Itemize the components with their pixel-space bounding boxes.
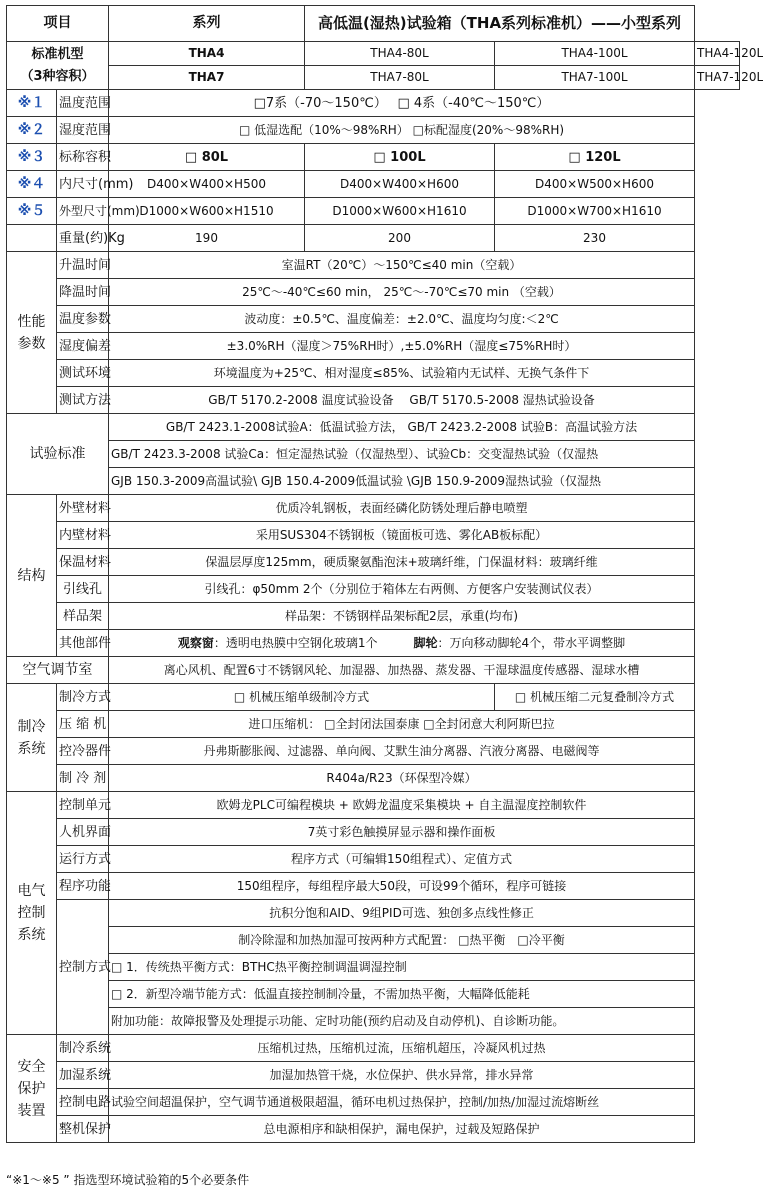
control-row <box>7 900 740 927</box>
performance-value: GB/T 5170.2-2008 温度试验设备 GB/T 5170.5-2008 湿热试验设备 <box>109 387 695 414</box>
refrigeration-value: 进口压缩机： □全封闭法国泰康 □全封闭意大利阿斯巴拉 <box>109 711 695 738</box>
performance-value: 室温RT（20℃）～150℃≤40 min（空载） <box>109 252 695 279</box>
control-label: 控制方式 <box>57 900 109 1035</box>
condition-row <box>7 144 740 171</box>
performance-label: 测试方法 <box>57 387 109 414</box>
standard-value: GJB 150.3-2009高温试验\ GJB 150.4-2009低温试验 \GJB 150.9-2009湿热试验（仅湿热 <box>109 468 695 495</box>
structure-row <box>7 522 740 549</box>
inner-size-cell: D400×W400×H500 <box>109 171 305 198</box>
refrigeration-row <box>7 738 740 765</box>
safety-label: 整机保护 <box>57 1116 109 1143</box>
condition-mark: ※４ <box>7 171 57 198</box>
condition-label: 温度范围 <box>57 90 109 117</box>
condition-mark: ※３ <box>7 144 57 171</box>
safety-row <box>7 1062 740 1089</box>
standards-label: 试验标准 <box>7 414 109 495</box>
safety-label: 控制电路 <box>57 1089 109 1116</box>
header-title: 高低温(湿热)试验箱（THA系列标准机）——小型系列 <box>305 6 695 42</box>
condition-row <box>7 117 740 144</box>
control-row <box>7 1008 740 1035</box>
standard-row <box>7 414 740 441</box>
refrigeration-value: 丹弗斯膨胀阀、过滤器、单向阀、艾默生油分离器、汽液分离器、电磁阀等 <box>109 738 695 765</box>
standard-value: GB/T 2423.1-2008试验A：低温试验方法， GB/T 2423.2-2008 试验B：高温试验方法 <box>109 414 695 441</box>
air-value: 离心风机、配置6寸不锈钢风轮、加湿器、加热器、蒸发器、干湿球温度传感器、湿球水槽 <box>109 657 695 684</box>
electrical-value: 7英寸彩色触摸屏显示器和操作面板 <box>109 819 695 846</box>
control-line: 附加功能：故障报警及处理提示功能、定时功能(预约启动及自动停机)、自诊断功能。 <box>109 1008 695 1035</box>
performance-value: 波动度：±0.5℃、温度偏差：±2.0℃、温度均匀度:＜2℃ <box>109 306 695 333</box>
model-cell: THA7-120L <box>695 66 740 90</box>
weight-cell: 230 <box>495 225 695 252</box>
structure-value: 优质冷轧钢板，表面经磷化防锈处理后静电喷塑 <box>109 495 695 522</box>
model-cell: THA7-100L <box>495 66 695 90</box>
performance-label: 湿度偏差 <box>57 333 109 360</box>
window-value: ：透明电热膜中空钢化玻璃1个 <box>213 635 378 650</box>
refrigeration-row <box>7 711 740 738</box>
volume-cell: □ 80L <box>109 144 305 171</box>
refrigeration-label: 控冷器件 <box>57 738 109 765</box>
inner-size-cell: D400×W400×H600 <box>305 171 495 198</box>
weight-row <box>7 225 740 252</box>
structure-row <box>7 603 740 630</box>
control-line: 抗积分饱和AID、9组PID可选、独创多点线性修正 <box>109 900 695 927</box>
performance-value: 环境温度为+25℃、相对湿度≤85%、试验箱内无试样、无换气条件下 <box>109 360 695 387</box>
standard-row <box>7 441 740 468</box>
header-row <box>7 6 740 42</box>
outer-size-cell: D1000×W600×H1510 <box>109 198 305 225</box>
performance-group: 性能 参数 <box>7 252 57 414</box>
control-line: 制冷除湿和加热加湿可按两种方式配置： □热平衡 □冷平衡 <box>109 927 695 954</box>
refrigeration-option: □ 机械压缩单级制冷方式 <box>109 684 495 711</box>
standard-row <box>7 468 740 495</box>
performance-row <box>7 333 740 360</box>
electrical-value: 欧姆龙PLC可编程模块 + 欧姆龙温度采集模块 + 自主温湿度控制软件 <box>109 792 695 819</box>
structure-label: 样品架 <box>57 603 109 630</box>
air-row <box>7 657 740 684</box>
weight-cell: 190 <box>109 225 305 252</box>
electrical-value: 150组程序，每组程序最大50段，可设99个循环，程序可链接 <box>109 873 695 900</box>
structure-label: 其他部件 <box>57 630 109 657</box>
electrical-row <box>7 873 740 900</box>
model-label: 标准机型 （3种容积） <box>7 42 109 90</box>
condition-row <box>7 198 740 225</box>
structure-label: 内壁材料 <box>57 522 109 549</box>
condition-mark: ※５ <box>7 198 57 225</box>
refrigeration-row <box>7 684 740 711</box>
inner-size-cell: D400×W500×H600 <box>495 171 695 198</box>
structure-value: 采用SUS304不锈钢板（镜面板可选、雾化AB板标配） <box>109 522 695 549</box>
control-row <box>7 927 740 954</box>
structure-value: 引线孔：φ50mm 2个（分别位于箱体左右两侧、方便客户安装测试仪表） <box>109 576 695 603</box>
safety-value: 总电源相序和缺相保护，漏电保护，过载及短路保护 <box>109 1116 695 1143</box>
volume-cell: □ 100L <box>305 144 495 171</box>
outer-size-cell: D1000×W700×H1610 <box>495 198 695 225</box>
refrigeration-row <box>7 765 740 792</box>
weight-label: 重量(约)Kg <box>57 225 109 252</box>
caster-value: ：万向移动脚轮4个，带水平调整脚 <box>437 635 626 650</box>
refrigeration-label: 制冷方式 <box>57 684 109 711</box>
refrigeration-label: 制 冷 剂 <box>57 765 109 792</box>
structure-group: 结构 <box>7 495 57 657</box>
condition-label: 标称容积 <box>57 144 109 171</box>
performance-label: 温度参数 <box>57 306 109 333</box>
standard-value: GB/T 2423.3-2008 试验Ca：恒定湿热试验（仅湿热型）、试验Cb：交变湿热试验（仅湿热 <box>109 441 695 468</box>
structure-label: 保温材料 <box>57 549 109 576</box>
header-item: 项目 <box>7 6 109 42</box>
structure-label: 外壁材料 <box>57 495 109 522</box>
refrigeration-option: □ 机械压缩二元复叠制冷方式 <box>495 684 695 711</box>
condition-label: 湿度范围 <box>57 117 109 144</box>
structure-row <box>7 576 740 603</box>
performance-row <box>7 252 740 279</box>
safety-label: 制冷系统 <box>57 1035 109 1062</box>
structure-row <box>7 495 740 522</box>
safety-row <box>7 1035 740 1062</box>
condition-value: □7系（-70～150℃） □ 4系（-40℃～150℃） <box>109 90 695 117</box>
electrical-label: 运行方式 <box>57 846 109 873</box>
condition-label: 内尺寸(mm) <box>57 171 109 198</box>
safety-label: 加湿系统 <box>57 1062 109 1089</box>
performance-row <box>7 279 740 306</box>
spec-table <box>6 5 763 1143</box>
model-series: THA7 <box>109 66 305 90</box>
weight-cell: 200 <box>305 225 495 252</box>
electrical-row <box>7 846 740 873</box>
model-cell: THA4-100L <box>495 42 695 66</box>
control-row <box>7 981 740 1008</box>
electrical-row <box>7 792 740 819</box>
safety-row <box>7 1089 740 1116</box>
electrical-group: 电气 控制 系统 <box>7 792 57 1035</box>
performance-label: 测试环境 <box>57 360 109 387</box>
model-cell: THA7-80L <box>305 66 495 90</box>
performance-row <box>7 387 740 414</box>
footnote: “※1～※5 ” 指选型环境试验箱的5个必要条件 <box>6 1173 250 1187</box>
condition-mark: ※１ <box>7 90 57 117</box>
electrical-value: 程序方式（可编辑150组程式）、定值方式 <box>109 846 695 873</box>
structure-value: 保温层厚度125mm，硬质聚氨酯泡沫+玻璃纤维，门保温材料：玻璃纤维 <box>109 549 695 576</box>
safety-value: 压缩机过热，压缩机过流，压缩机超压，冷凝风机过热 <box>109 1035 695 1062</box>
model-row <box>7 42 740 66</box>
header-series: 系列 <box>109 6 305 42</box>
performance-row <box>7 360 740 387</box>
other-parts-value <box>109 630 695 657</box>
caster-key: 脚轮 <box>413 635 438 650</box>
performance-value: 25℃～-40℃≤60 min， 25℃～-70℃≤70 min （空载） <box>109 279 695 306</box>
model-series: THA4 <box>109 42 305 66</box>
performance-label: 降温时间 <box>57 279 109 306</box>
condition-mark: ※２ <box>7 117 57 144</box>
structure-label: 引线孔 <box>57 576 109 603</box>
safety-row <box>7 1116 740 1143</box>
control-line: □ 2．新型冷端节能方式：低温直接控制制冷量，不需加热平衡，大幅降低能耗 <box>109 981 695 1008</box>
refrigeration-group: 制冷 系统 <box>7 684 57 792</box>
structure-value: 样品架：不锈钢样品架标配2层，承重(均布) <box>109 603 695 630</box>
performance-value: ±3.0%RH（湿度＞75%RH时）,±5.0%RH（湿度≤75%RH时） <box>109 333 695 360</box>
safety-group: 安全 保护 装置 <box>7 1035 57 1143</box>
model-cell: THA4-80L <box>305 42 495 66</box>
structure-row <box>7 549 740 576</box>
model-row <box>7 66 740 90</box>
air-label: 空气调节室 <box>7 657 109 684</box>
condition-label: 外型尺寸(mm) <box>57 198 109 225</box>
outer-size-cell: D1000×W600×H1610 <box>305 198 495 225</box>
safety-value: 试验空间超温保护，空气调节通道极限超温，循环电机过热保护，控制/加热/加湿过流熔断丝 <box>109 1089 695 1116</box>
performance-label: 升温时间 <box>57 252 109 279</box>
control-line: □ 1．传统热平衡方式：BTHC热平衡控制调温调湿控制 <box>109 954 695 981</box>
electrical-label: 程序功能 <box>57 873 109 900</box>
refrigeration-value: R404a/R23（环保型冷媒） <box>109 765 695 792</box>
safety-value: 加湿加热管干烧，水位保护、供水异常，排水异常 <box>109 1062 695 1089</box>
model-cell: THA4-120L <box>695 42 740 66</box>
performance-row <box>7 306 740 333</box>
refrigeration-label: 压 缩 机 <box>57 711 109 738</box>
electrical-label: 控制单元 <box>57 792 109 819</box>
electrical-row <box>7 819 740 846</box>
electrical-label: 人机界面 <box>57 819 109 846</box>
condition-row <box>7 171 740 198</box>
condition-row <box>7 90 740 117</box>
condition-value: □ 低湿选配（10%～98%RH） □标配湿度(20%～98%RH) <box>109 117 695 144</box>
volume-cell: □ 120L <box>495 144 695 171</box>
control-row <box>7 954 740 981</box>
structure-row <box>7 630 740 657</box>
window-key: 观察窗 <box>177 635 214 650</box>
